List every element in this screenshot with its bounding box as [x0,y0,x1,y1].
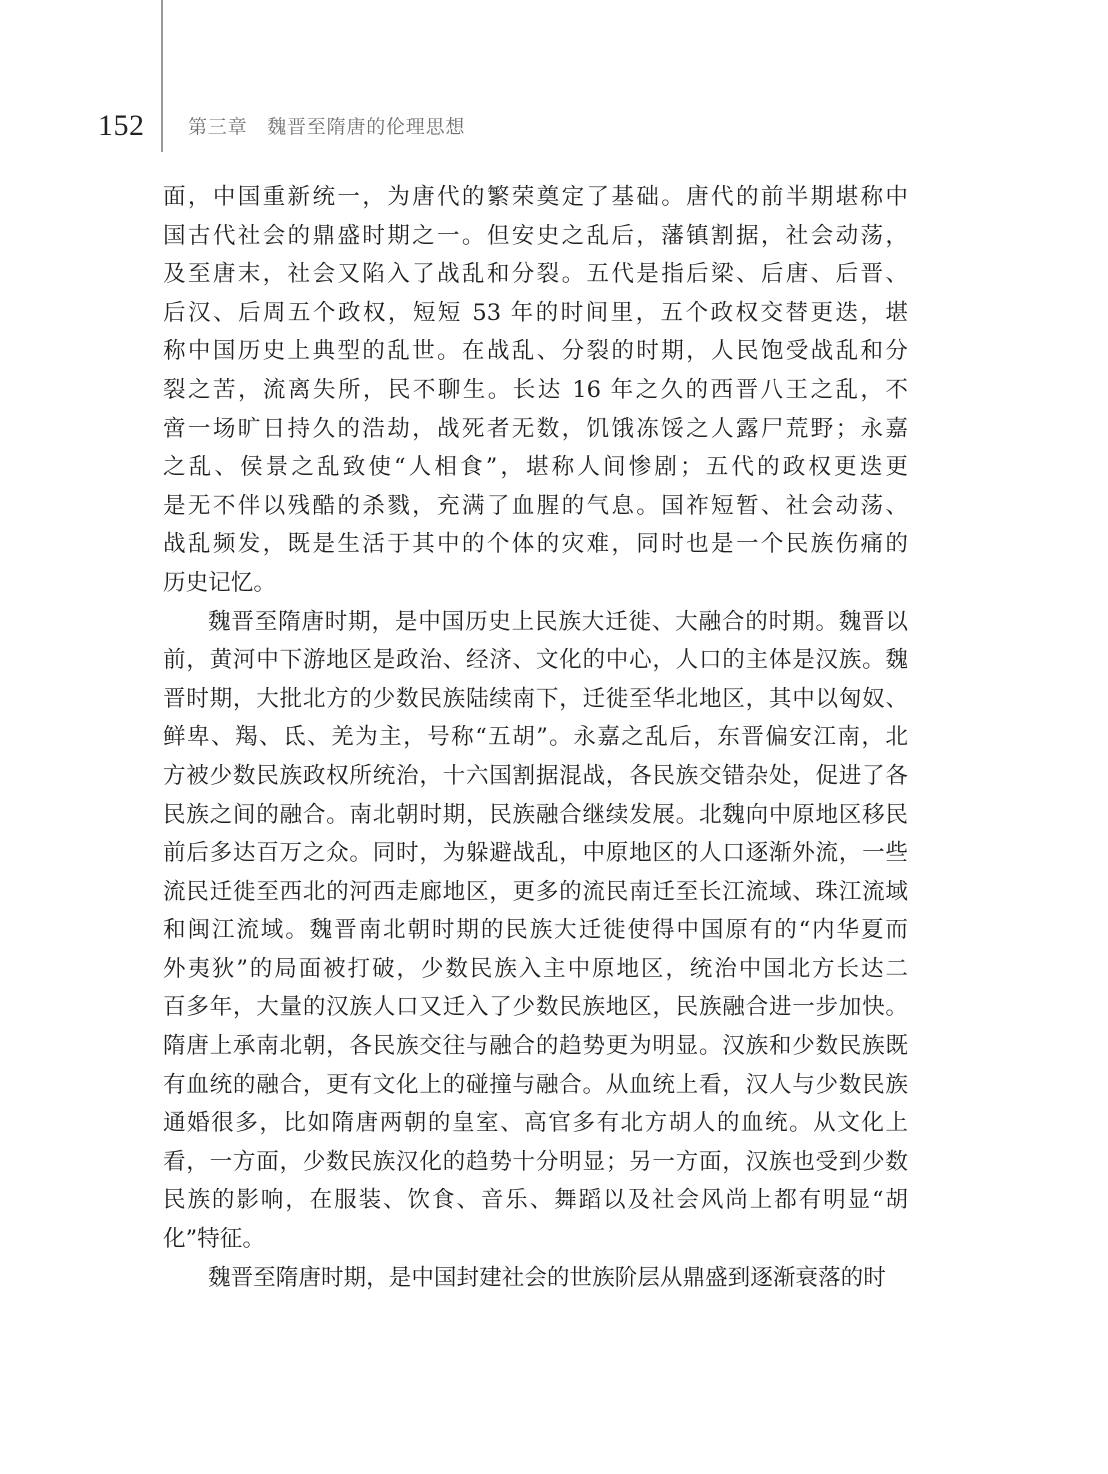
text-line: 战乱频发，既是生活于其中的个体的灾难，同时也是一个民族伤痛的 [163,531,908,558]
text-line: 化”特征。 [163,1226,265,1253]
text-line: 百多年，大量的汉族人口又迁入了少数民族地区，民族融合进一步加快。 [163,994,908,1021]
text-line: 民族的影响，在服装、饮食、音乐、舞蹈以及社会风尚上都有明显“胡 [163,1187,908,1214]
text-line: 国古代社会的鼎盛时期之一。但安史之乱后，藩镇割据，社会动荡， [163,222,908,249]
text-line: 前后多达百万之众。同时，为躲避战乱，中原地区的人口逐渐外流，一些 [163,840,908,867]
text-line: 及至唐末，社会又陷入了战乱和分裂。五代是指后梁、后唐、后晋、 [163,261,908,288]
text-line: 有血统的融合，更有文化上的碰撞与融合。从血统上看，汉人与少数民族 [163,1071,908,1098]
text-line: 隋唐上承南北朝，各民族交往与融合的趋势更为明显。汉族和少数民族既 [163,1033,908,1060]
text-line: 是无不伴以残酷的杀戮，充满了血腥的气息。国祚短暂、社会动荡、 [163,492,908,519]
header-divider-line [161,0,163,152]
text-line: 后汉、后周五个政权，短短 53 年的时间里，五个政权交替更迭，堪 [163,299,908,326]
text-line: 历史记忆。 [163,569,276,596]
paragraph-first-line: 魏晋至隋唐时期，是中国封建社会的世族阶层从鼎盛到逐渐衰落的时 [208,1264,886,1291]
text-line: 看，一方面，少数民族汉化的趋势十分明显；另一方面，汉族也受到少数 [163,1148,908,1175]
text-line: 和闽江流域。魏晋南北朝时期的民族大迁徙使得中国原有的“内华夏而 [163,917,908,944]
text-line: 晋时期，大批北方的少数民族陆续南下，迁徙至华北地区，其中以匈奴、 [163,685,908,712]
text-line: 啻一场旷日持久的浩劫，战死者无数，饥饿冻馁之人露尸荒野；永嘉 [163,415,908,442]
text-line: 之乱、侯景之乱致使“人相食”，堪称人间惨剧；五代的政权更迭更 [163,454,908,481]
text-line: 流民迁徙至西北的河西走廊地区，更多的流民南迁至长江流域、珠江流域 [163,878,908,905]
text-line: 方被少数民族政权所统治，十六国割据混战，各民族交错杂处，促进了各 [163,762,908,789]
text-line: 面，中国重新统一，为唐代的繁荣奠定了基础。唐代的前半期堪称中 [163,184,908,210]
text-line: 鲜卑、羯、氐、羌为主，号称“五胡”。永嘉之乱后，东晋偏安江南，北 [163,724,908,751]
text-line: 外夷狄”的局面被打破，少数民族入主中原地区，统治中国北方长达二 [163,955,908,982]
paragraph-first-line: 魏晋至隋唐时期，是中国历史上民族大迁徙、大融合的时期。魏晋以 [208,608,908,635]
text-line: 前，黄河中下游地区是政治、经济、文化的中心，人口的主体是汉族。魏 [163,647,908,674]
body-text [163,178,908,1297]
text-line: 称中国历史上典型的乱世。在战乱、分裂的时期，人民饱受战乱和分 [163,338,908,365]
text-line: 裂之苦，流离失所，民不聊生。长达 16 年之久的西晋八王之乱，不 [163,376,908,403]
text-line: 通婚很多，比如隋唐两朝的皇室、高官多有北方胡人的血统。从文化上 [163,1110,908,1137]
chapter-running-head: 第三章 魏晋至隋唐的伦理思想 [188,116,466,138]
page-number: 152 [98,109,145,142]
text-line: 民族之间的融合。南北朝时期，民族融合继续发展。北魏向中原地区移民 [163,801,908,828]
